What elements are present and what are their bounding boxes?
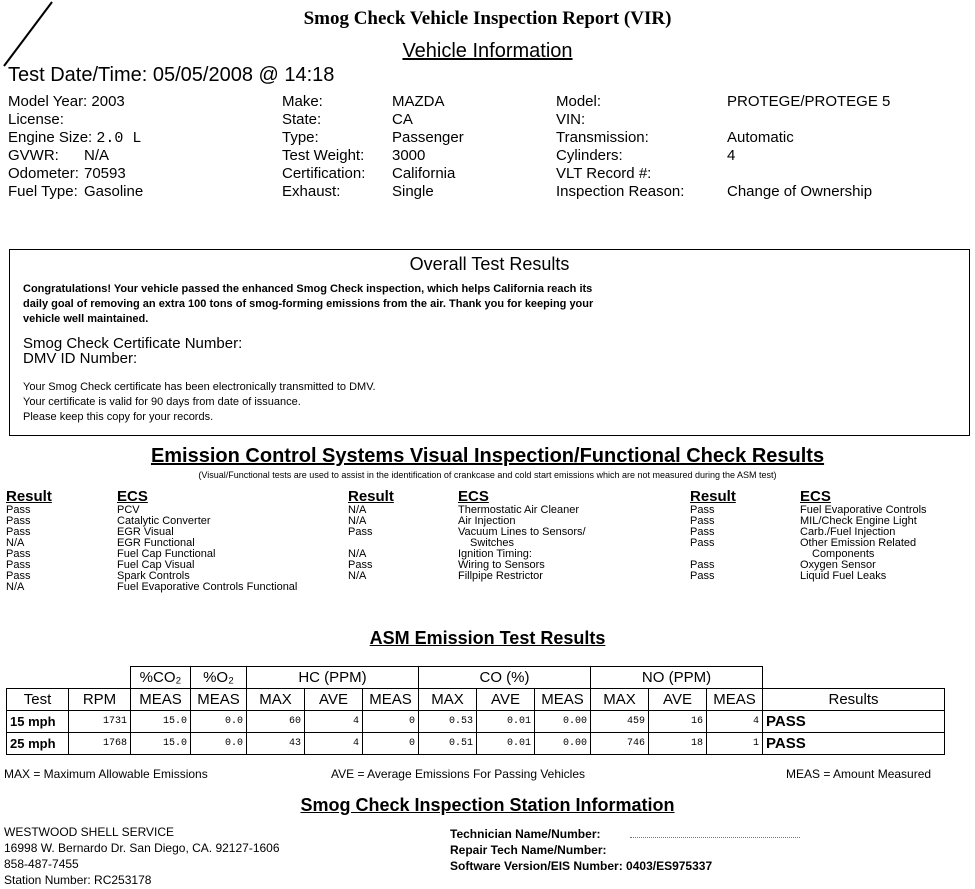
rpm-value: 1731 [69,711,131,733]
station-number: Station Number: RC253178 [4,873,152,887]
ecs-result: Pass [690,570,715,582]
ecs-item: Thermostatic Air Cleaner [458,504,580,516]
field-label: Transmission: [556,129,649,146]
vehicle-col-2 [282,93,464,201]
ecs-item: Catalytic Converter [117,515,211,527]
ecs-item: Liquid Fuel Leaks [800,570,887,582]
field-label: Engine Size: [8,129,93,146]
ecs-item: Oxygen Sensor [800,559,876,571]
column-header: MEAS [131,689,191,711]
technician-block [450,826,800,874]
overall-results-title: Overall Test Results [409,254,570,274]
vehicle-field [282,183,464,201]
no-ave: 16 [649,711,707,733]
blank-cell [7,667,69,689]
ecs-result: Pass [6,526,31,538]
column-header: MEAS [191,689,247,711]
vehicle-field [556,183,890,201]
field-value: 70593 [84,165,126,182]
column-header: AVE [305,689,363,711]
field-label: License: [8,111,64,128]
congrats-line: vehicle well maintained. [23,313,149,325]
hc-max: 60 [247,711,305,733]
result-header: Result [348,488,394,505]
certificate-notices [23,380,376,425]
vehicle-info-heading: Vehicle Information [402,40,573,62]
field-label: Certification: [282,165,366,182]
ecs-heading: Emission Control Systems Visual Inspection/Functional Check Results [150,445,825,467]
congrats-line: Congratulations! Your vehicle passed the enhanced Smog Check inspection, which helps California reach its [23,283,593,295]
notice-line: Your Smog Check certificate has been electronically transmitted to DMV. [23,381,376,393]
column-header: Test [7,689,69,711]
ecs-item: Spark Controls [117,570,190,582]
ecs-header: ECS [800,488,831,505]
table-row [7,711,945,733]
vehicle-field [556,111,890,129]
column-header: MEAS [535,689,591,711]
column-header: AVE [649,689,707,711]
test-speed: 15 mph [7,711,69,733]
ecs-item: Ignition Timing: [458,548,532,560]
ecs-header: ECS [458,488,489,505]
vehicle-field [282,93,464,111]
ecs-item: Wiring to Sensors [458,559,545,571]
ecs-result: N/A [348,548,367,560]
hc-meas: 0 [363,733,419,755]
blank-cell [69,667,131,689]
vehicle-field [556,147,890,165]
ecs-result: Pass [6,504,31,516]
column-header: MEAS [363,689,419,711]
redacted-technician [630,829,800,838]
no-meas: 4 [707,711,763,733]
field-value: PROTEGE/PROTEGE 5 [727,93,891,110]
o2-meas: 0.0 [191,711,247,733]
test-datetime: Test Date/Time: 05/05/2008 @ 14:18 [8,64,335,86]
asm-column-header-row [7,689,945,711]
o2-meas: 0.0 [191,733,247,755]
field-label: GVWR: [8,147,59,164]
field-label: Inspection Reason: [556,183,685,200]
congratulations-message [23,282,783,327]
field-value: Change of Ownership [727,183,873,200]
column-header: MAX [247,689,305,711]
ecs-col2-results [348,488,394,582]
hc-ave: 4 [305,733,363,755]
field-label: Test Weight: [282,147,365,164]
legend-meas: MEAS = Amount Measured [786,767,932,781]
column-header: MAX [419,689,477,711]
field-value: 4 [727,147,736,164]
co-ave: 0.01 [477,733,535,755]
vehicle-field [282,129,464,147]
test-speed: 25 mph [7,733,69,755]
test-result: PASS [763,733,945,755]
ecs-col3-names [800,488,927,582]
vehicle-field [556,93,890,111]
ecs-item: Air Injection [458,515,516,527]
ecs-header: ECS [117,488,148,505]
vehicle-field [8,183,143,201]
vehicle-field [8,147,143,165]
ecs-item: Fuel Evaporative Controls Functional [117,581,298,593]
asm-heading: ASM Emission Test Results [369,628,606,648]
hc-ave: 4 [305,711,363,733]
field-label: Cylinders: [556,147,623,164]
vehicle-field [282,147,464,165]
co-max: 0.53 [419,711,477,733]
ecs-result: Pass [690,515,715,527]
ecs-result: N/A [348,504,367,516]
field-value: Single [392,183,434,200]
ecs-item: EGR Visual [117,526,174,538]
notice-line: Your certificate is valid for 90 days from date of issuance. [23,396,301,408]
o2-header: %O₂ [191,667,247,689]
column-header: RPM [69,689,131,711]
column-header: MEAS [707,689,763,711]
ecs-item: MIL/Check Engine Light [800,515,917,527]
ecs-result: Pass [690,504,715,516]
ecs-col1-results [6,488,52,593]
blank-cell [763,667,945,689]
ecs-item: Vacuum Lines to Sensors/ [458,526,586,538]
ecs-item: Switches [470,537,515,549]
repair-tech-label: Repair Tech Name/Number: [450,843,607,857]
table-row [7,733,945,755]
vehicle-field [8,165,143,183]
station-address-block [4,824,280,888]
station-name: WESTWOOD SHELL SERVICE [4,825,175,839]
ecs-col3-results [690,488,736,582]
field-value: 3000 [392,147,426,164]
ecs-result: Pass [348,526,373,538]
ecs-result: Pass [690,559,715,571]
vehicle-col-1 [8,93,143,201]
co-header: CO (%) [419,667,591,689]
dmv-id-label: DMV ID Number: [23,350,138,367]
ecs-result: N/A [348,570,367,582]
field-label: Odometer: [8,165,79,182]
ecs-item: Fillpipe Restrictor [458,570,543,582]
ecs-item: Other Emission Related [800,537,917,549]
field-label: Type: [282,129,319,146]
congrats-line: daily goal of removing an extra 100 tons of smog-forming emissions from the air. Thank you for keeping your [23,298,594,310]
ecs-result: Pass [690,537,715,549]
station-phone: 858-487-7455 [4,857,79,871]
ecs-result: Pass [6,548,31,560]
field-label: Model Year: [8,93,88,110]
ecs-result: Pass [6,559,31,571]
ecs-col2-names [458,488,586,582]
ecs-item: Carb./Fuel Injection [800,526,896,538]
field-label: Exhaust: [282,183,341,200]
field-value: 2003 [91,93,125,110]
rpm-value: 1768 [69,733,131,755]
field-value: CA [392,111,413,128]
overall-results-box [9,249,970,436]
ecs-item: Fuel Cap Functional [117,548,216,560]
field-label: Model: [556,93,602,110]
ecs-result: Pass [6,515,31,527]
asm-group-header-row [7,667,945,689]
result-header: Result [6,488,52,505]
ecs-item: Fuel Cap Visual [117,559,195,571]
co2-meas: 15.0 [131,733,191,755]
hc-meas: 0 [363,711,419,733]
legend-ave: AVE = Average Emissions For Passing Vehicles [331,767,586,781]
field-value: MAZDA [392,93,445,110]
co-meas: 0.00 [535,733,591,755]
hc-header: HC (PPM) [247,667,419,689]
field-label: Fuel Type: [8,183,78,200]
station-heading: Smog Check Inspection Station Information [300,795,675,815]
vehicle-field [8,111,143,129]
vehicle-field [556,129,890,147]
legend-max: MAX = Maximum Allowable Emissions [4,767,208,781]
ecs-result: Pass [690,526,715,538]
notice-line: Please keep this copy for your records. [23,411,214,423]
vehicle-field [8,129,143,147]
ecs-result: Pass [348,559,373,571]
field-value: Gasoline [84,183,144,200]
field-value: N/A [84,147,110,164]
ecs-result: N/A [6,581,25,593]
ecs-result: N/A [6,537,25,549]
report-title: Smog Check Vehicle Inspection Report (VIR) [303,8,672,29]
field-label: VLT Record #: [556,165,652,182]
asm-results-table [6,666,945,755]
column-header: Results [763,689,945,711]
ecs-item: PCV [117,504,140,516]
vehicle-field [282,165,464,183]
field-label: State: [282,111,322,128]
technician-label: Technician Name/Number: [450,827,601,841]
no-ave: 18 [649,733,707,755]
hc-max: 43 [247,733,305,755]
field-label: Make: [282,93,323,110]
column-header: MAX [591,689,649,711]
station-address: 16998 W. Bernardo Dr. San Diego, CA. 92127-1606 [4,841,280,855]
ecs-item: EGR Functional [117,537,195,549]
ecs-item: Components [812,548,875,560]
ecs-item: Fuel Evaporative Controls [800,504,927,516]
field-value: 2.0 L [96,130,142,147]
co2-header: %CO₂ [131,667,191,689]
field-value: Passenger [392,129,464,146]
ecs-col1-names [117,488,297,593]
ecs-result: Pass [6,570,31,582]
co-meas: 0.00 [535,711,591,733]
co2-meas: 15.0 [131,711,191,733]
result-header: Result [690,488,736,505]
software-version: Software Version/EIS Number: 0403/ES975337 [450,859,713,873]
no-max: 459 [591,711,649,733]
test-result: PASS [763,711,945,733]
vehicle-field [556,165,890,183]
vehicle-field [8,93,143,111]
column-header: AVE [477,689,535,711]
co-max: 0.51 [419,733,477,755]
certificate-info [23,336,242,366]
field-label: VIN: [556,111,586,128]
no-max: 746 [591,733,649,755]
certificate-number-label: Smog Check Certificate Number: [23,335,243,352]
co-ave: 0.01 [477,711,535,733]
field-value: Automatic [727,129,794,146]
ecs-result: N/A [348,515,367,527]
ecs-subtitle: (Visual/Functional tests are used to assist in the identification of crankcase and cold start emissions which are not measured during the ASM test) [198,470,777,480]
no-meas: 1 [707,733,763,755]
vehicle-field [282,111,464,129]
vehicle-col-3 [556,93,890,201]
field-value: California [392,165,456,182]
no-header: NO (PPM) [591,667,763,689]
